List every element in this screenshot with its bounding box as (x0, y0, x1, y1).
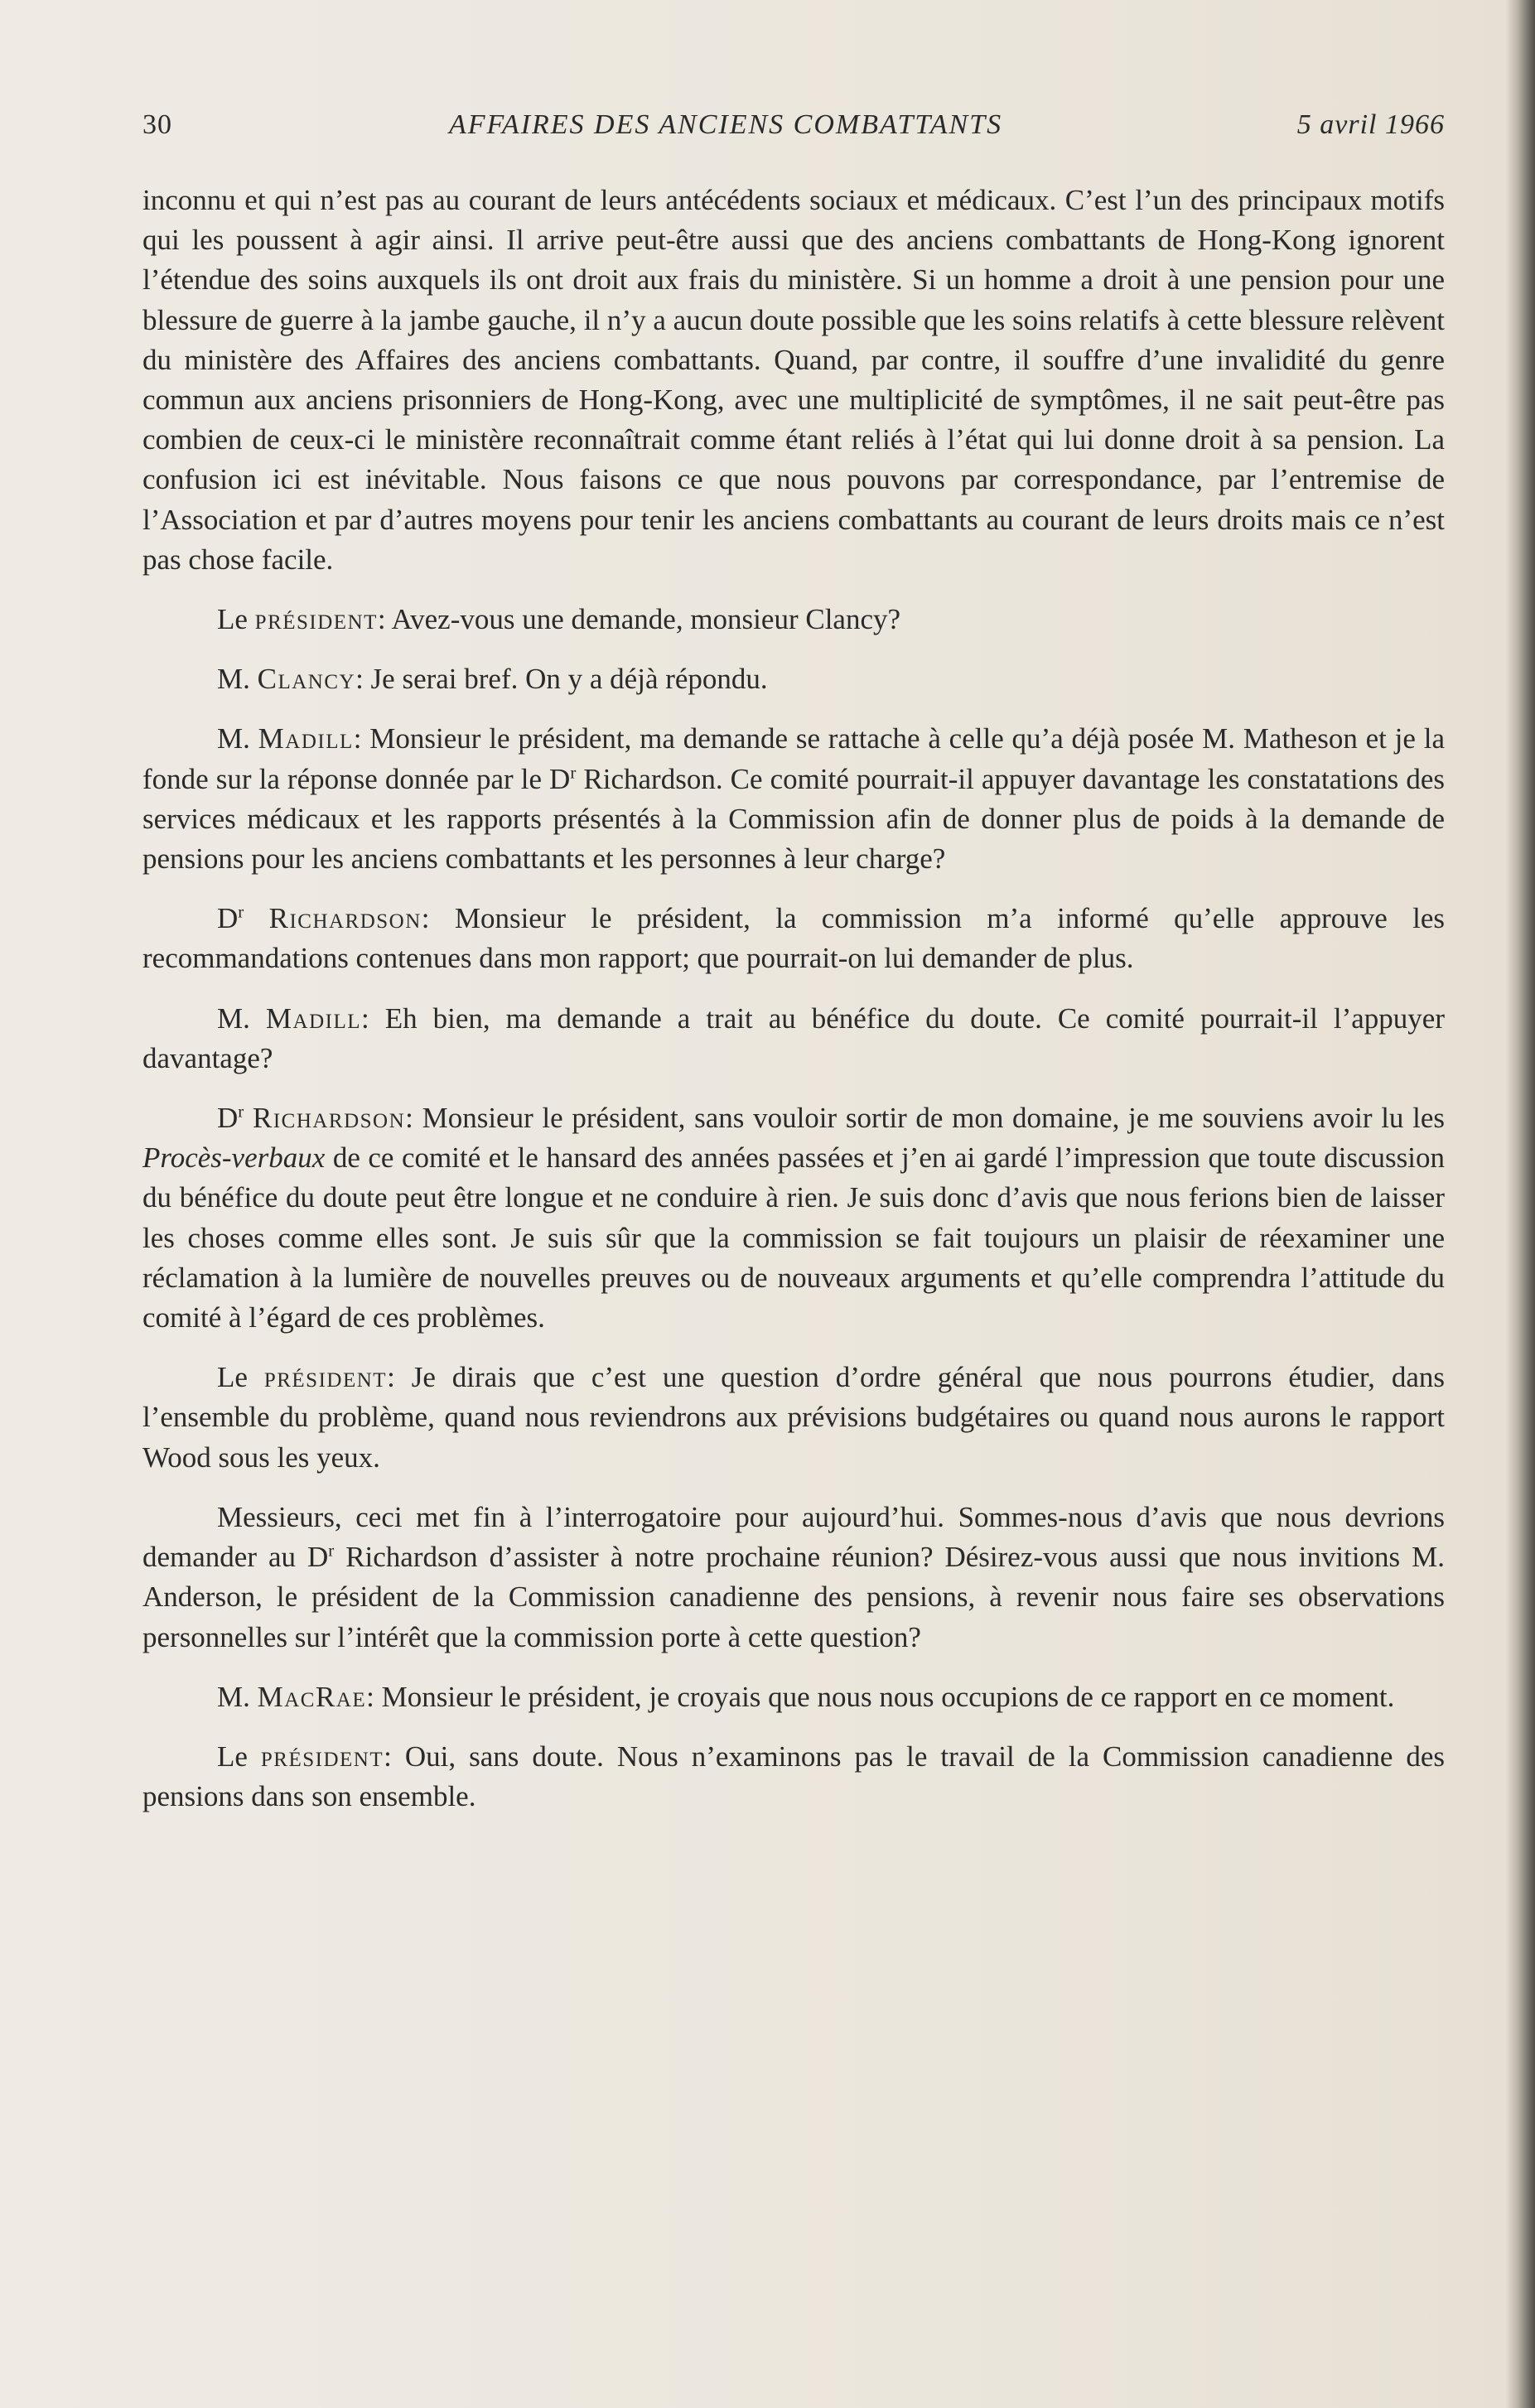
title-superscript: r (570, 761, 577, 782)
paragraph-text: M. (217, 1680, 258, 1713)
paragraph-text (244, 1102, 253, 1134)
paragraph (142, 1737, 1445, 1817)
speaker-name: Madill (258, 722, 354, 755)
speaker-name: Clancy (257, 663, 356, 696)
binding-shadow (1505, 0, 1535, 2408)
paragraph-text: D (217, 1102, 239, 1135)
paragraph (142, 999, 1445, 1079)
paragraph-text: D (217, 902, 239, 935)
paragraph-text: Richardson. Ce comité pourrait-il appuyer davantage les constatations des services médicaux et les rapports présentés à la Commission afin de donner plus de poids à la demande de pensions pour les anciens combattants et les personnes à leur charge? (142, 762, 1445, 876)
paragraph-text: Le (217, 1740, 261, 1773)
paragraph-text: : Monsieur le président, sans vouloir sortir de mon domaine, je me souviens avoir lu les (405, 1102, 1445, 1135)
paragraph (142, 600, 1445, 639)
speaker-name: président (263, 1361, 388, 1394)
paragraph-text: Messieurs, ceci met fin à l’interrogatoire pour aujourd’hui. Sommes-nous d’avis que nous devrions demander au D (142, 1500, 1445, 1574)
speaker-name: président (254, 603, 378, 636)
title-superscript: r (238, 1101, 244, 1122)
running-title: AFFAIRES DES ANCIENS COMBATTANTS (449, 109, 1003, 140)
paragraph (142, 181, 1445, 580)
paragraph (142, 719, 1445, 879)
speaker-name: Richardson (268, 902, 422, 935)
paragraph (142, 1677, 1445, 1717)
paragraph-text: : Monsieur le président, ma demande se rattache à celle qu’a déjà posée M. Matheson et je la fonde sur la réponse donnée par le D (142, 722, 1445, 795)
paragraph-text: Le (217, 603, 255, 636)
paragraph-text: Le (217, 1361, 264, 1394)
paragraph-text: : Monsieur le président, la commission m’a informé qu’elle approuve les recommandations contenues dans mon rapport; que pourrait-on lui demander de plus. (142, 902, 1445, 975)
paragraph-text: Richardson d’assister à notre prochaine réunion? Désirez-vous aussi que nous invitions M. Anderson, le président de la Commission canadienne des pensions, à revenir nous faire ses observations personnelles sur l’intérêt que la commission porte à cette question? (142, 1541, 1446, 1653)
paragraph-text: de ce comité et le hansard des années passées et j’en ai gardé l’impression que toute discussion du bénéfice du doute peut être longue et ne conduire à rien. Je suis donc d’avis que nous ferions bien de laisser les choses comme elles sont. Je suis sûr que la commission se fait toujours un plaisir de réexaminer une réclamation à la lumière de nouvelles preuves ou de nouveaux arguments et qu’elle comprendra l’attitude du comité à l’égard de ces problèmes. (142, 1141, 1445, 1334)
paragraph (142, 899, 1445, 978)
paragraph (142, 1098, 1445, 1338)
paragraph-text: : Je serai bref. On y a déjà répondu. (355, 663, 768, 696)
paragraph-text: : Je dirais que c’est une question d’ordre général que nous pourrons étudier, dans l’ensemble du problème, quand nous reviendrons aux prévisions budgétaires ou quand nous aurons le rapport Wood sous les yeux. (142, 1361, 1445, 1474)
paragraph-text: : Monsieur le président, je croyais que nous nous occupions de ce rapport en ce moment. (366, 1680, 1395, 1713)
title-superscript: r (238, 901, 244, 922)
paragraph (142, 1498, 1445, 1658)
paragraph-text (244, 902, 268, 934)
paragraph-text: : Oui, sans doute. Nous n’examinons pas le travail de la Commission canadienne des pensions dans son ensemble. (142, 1740, 1445, 1813)
body-text (142, 181, 1445, 1836)
speaker-name: Richardson (252, 1102, 406, 1135)
running-header (142, 109, 1445, 149)
title-superscript: r (328, 1540, 335, 1561)
paragraph-text: inconnu et qui n’est pas au courant de leurs antécédents sociaux et médicaux. C’est l’un des principaux motifs qui les poussent à agir ainsi. Il arrive peut-être aussi que des anciens combattants de Hong-Kong ignorent l’étendue des soins auxquels ils ont droit aux frais du ministère. Si un homme a droit à une pension pour une blessure de guerre à la jambe gauche, il n’y a aucun doute possible que les soins relatifs à cette blessure relèvent du ministère des Affaires des anciens combattants. Quand, par contre, il souffre d’une invalidité du genre commun aux anciens prisonniers de Hong-Kong, avec une multiplicité de symptômes, il ne sait peut-être pas combien de ceux-ci le ministère reconnaîtrait comme étant reliés à l’état qui lui donne droit à sa pension. La confusion ici est inévitable. Nous faisons ce que nous pouvons par correspondance, par l’entremise de l’Association et par d’autres moyens pour tenir les anciens combattants au courant de leurs droits mais ce n’est pas chose facile. (142, 184, 1445, 576)
paragraph-text: : Avez-vous une demande, monsieur Clancy? (377, 603, 901, 636)
speaker-name: Madill (265, 1001, 361, 1035)
paragraph (142, 659, 1445, 699)
speaker-name: MacRae (257, 1680, 367, 1713)
paragraph-text: : Eh bien, ma demande a trait au bénéfice du doute. Ce comité pourrait-il l’appuyer davantage? (142, 1001, 1445, 1074)
paragraph-text: M. (217, 722, 258, 755)
italic-text: Procès-verbaux (142, 1141, 326, 1175)
page-number: 30 (142, 109, 172, 140)
speaker-name: président (260, 1740, 384, 1773)
paragraph (142, 1358, 1445, 1478)
header-date: 5 avril 1966 (1296, 109, 1445, 140)
paragraph-text: M. (217, 1001, 266, 1035)
paragraph-text: M. (217, 663, 258, 696)
